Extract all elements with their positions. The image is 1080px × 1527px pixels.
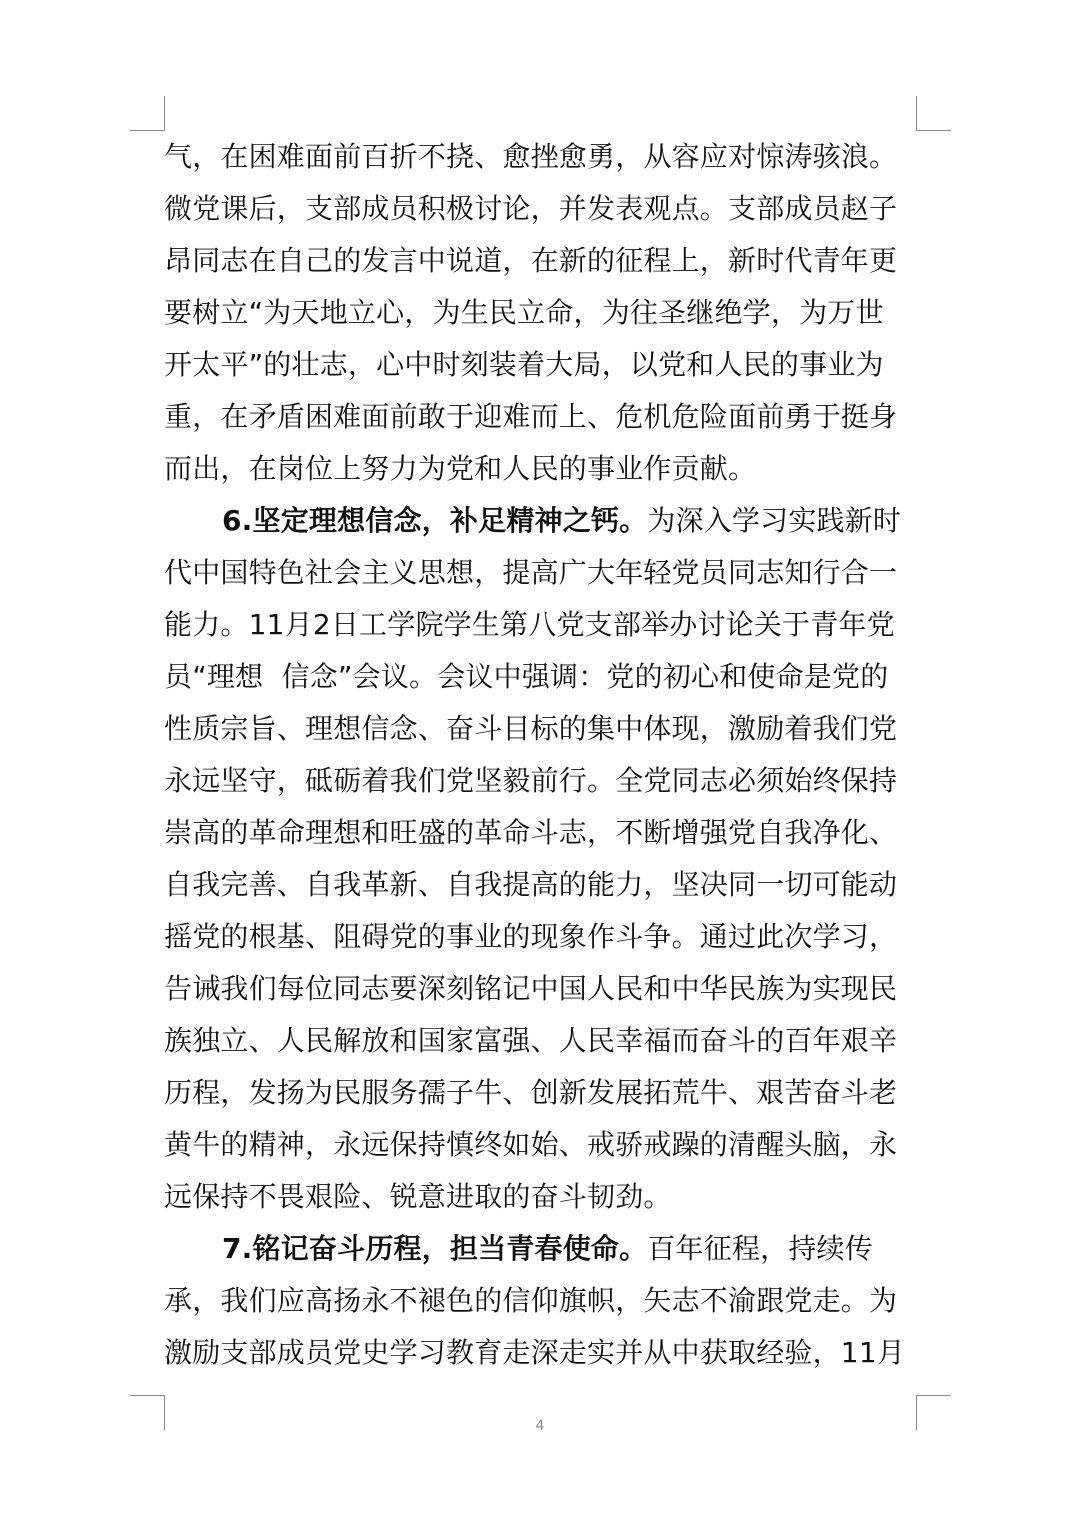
text-line: 性质宗旨、理想信念、奋斗目标的集中体现，激励着我们党 [164, 712, 898, 745]
text-line: 承，我们应高扬永不褪色的信仰旗帜，矢志不渝跟党走。为 [164, 1284, 898, 1317]
text-line: 重，在矛盾困难面前敢于迎难而上、危机危险面前勇于挺身 [164, 400, 898, 433]
page-number: 4 [535, 1418, 545, 1434]
text-line: 而出，在岗位上努力为党和人民的事业作贡献。 [164, 452, 757, 485]
text-line: 历程，发扬为民服务孺子牛、创新发展拓荒牛、艰苦奋斗老 [164, 1076, 898, 1109]
crop-mark-top-right [916, 96, 951, 131]
section-7-heading: 7.铭记奋斗历程，担当青春使命。 [222, 1232, 648, 1265]
text-line: 微党课后，支部成员积极讨论，并发表观点。支部成员赵子 [164, 192, 898, 225]
body-text [164, 131, 920, 1379]
text-line: 告诫我们每位同志要深刻铭记中国人民和中华民族为实现民 [164, 972, 898, 1005]
section-7-first-line [164, 1223, 920, 1275]
text-line: 永远坚守，砥砺着我们党坚毅前行。全党同志必须始终保持 [164, 764, 898, 797]
text-line: 要树立“为天地立心，为生民立命，为往圣继绝学，为万世 [164, 296, 884, 329]
text-line: 气，在困难面前百折不挠、愈挫愈勇，从容应对惊涛骇浪。 [164, 140, 898, 173]
text-line: 族独立、人民解放和国家富强、人民幸福而奋斗的百年艰辛 [164, 1024, 898, 1057]
text-line: 崇高的革命理想和旺盛的革命斗志，不断增强党自我净化、 [164, 816, 898, 849]
text-line: 昂同志在自己的发言中说道，在新的征程上，新时代青年更 [164, 244, 898, 277]
text-run: 百年征程，持续传 [647, 1232, 873, 1265]
text-line: 代中国特色社会主义思想，提高广大年轻党员同志知行合一 [164, 556, 898, 589]
crop-mark-bottom-left [130, 1395, 165, 1430]
crop-mark-top-left [130, 96, 165, 131]
crop-mark-bottom-right [916, 1395, 951, 1430]
text-line: 远保持不畏艰险、锐意进取的奋斗韧劲。 [164, 1180, 672, 1213]
text-line: 摇党的根基、阻碍党的事业的现象作斗争。通过此次学习， [164, 920, 898, 953]
text-line: 自我完善、自我革新、自我提高的能力，坚决同一切可能动 [164, 868, 898, 901]
text-line: 开太平”的壮志，心中时刻装着大局，以党和人民的事业为 [164, 348, 884, 381]
text-line: 黄牛的精神，永远保持慎终如始、戒骄戒躁的清醒头脑，永 [164, 1128, 898, 1161]
section-6-first-line [164, 495, 920, 547]
text-line: 能力。11月2日工学院学生第八党支部举办讨论关于青年党 [164, 608, 895, 641]
text-run: 为深入学习实践新时 [647, 504, 902, 537]
section-6-heading: 6.坚定理想信念，补足精神之钙。 [222, 504, 648, 537]
text-line: 员“理想 信念”会议。会议中强调：党的初心和使命是党的 [164, 660, 889, 693]
text-line: 激励支部成员党史学习教育走深走实并从中获取经验，11月 [164, 1336, 906, 1369]
